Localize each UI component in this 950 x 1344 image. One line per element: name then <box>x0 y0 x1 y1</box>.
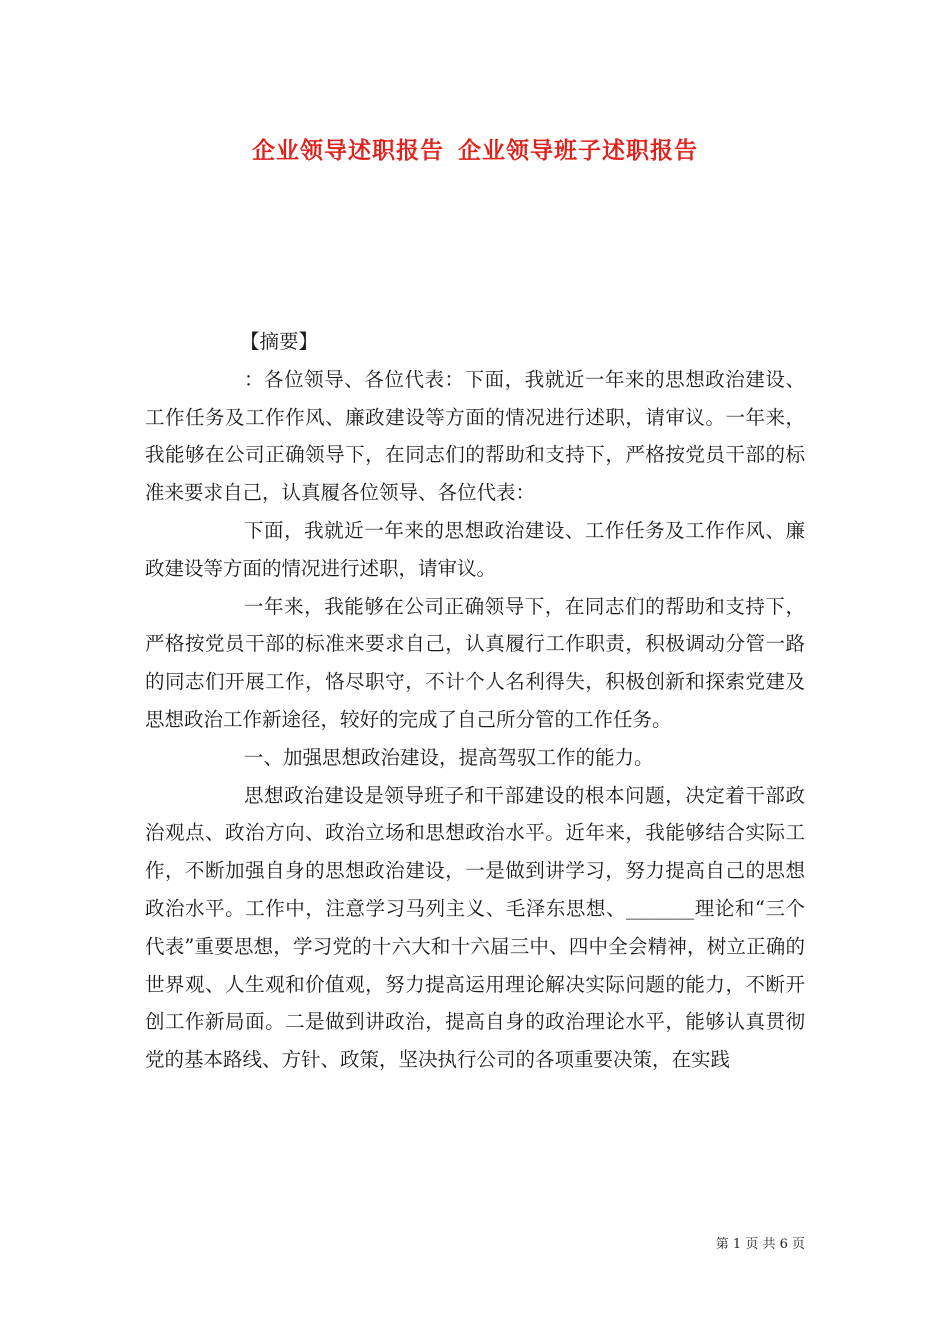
title-part-2: 企业领导班子述职报告 <box>458 137 698 164</box>
section-heading: 一、加强思想政治建设，提高驾驭工作的能力。 <box>244 745 654 769</box>
paragraph: 思想政治建设是领导班子和干部建设的根本问题，决定着干部政治观点、政治方向、政治立场和思想政治水平。近年来，我能够结合实际工作，不断加强自身的思想政治建设，一是做到讲学习，努力提高自己的思想政治水平。工作中，注意学习马列主义、毛泽东思想、_______理论和“三个代表”重要思想，学习党的十六大和十六届三中、四中全会精神，树立正确的世界观、人生观和价值观，努力提高运用理论解决实际问题的能力，不断开创工作新局面。二是做到讲政治，提高自身的政治理论水平，能够认真贯彻党的基本路线、方针、政策，坚决执行公司的各项重要决策，在实践 <box>145 783 805 1072</box>
title-part-1: 企业领导述职报告 <box>252 137 444 164</box>
document-body <box>145 323 805 1079</box>
paragraph: 一年来，我能够在公司正确领导下，在同志们的帮助和支持下，严格按党员干部的标准来要求自己，认真履行工作职责，积极调动分管一路的同志们开展工作，恪尽职守，不计个人名利得失，积极创新和探索党建及思想政治工作新途径，较好的完成了自己所分管的工作任务。 <box>145 594 805 731</box>
abstract-label: 【摘要】 <box>240 330 319 353</box>
paragraph: ：各位领导、各位代表：下面，我就近一年来的思想政治建设、工作任务及工作作风、廉政建设等方面的情况进行述职，请审议。一年来，我能够在公司正确领导下，在同志们的帮助和支持下，严格按党员干部的标准来要求自己，认真履各位领导、各位代表： <box>145 367 805 505</box>
document-title <box>0 132 950 165</box>
page-number: 第 1 页 共 6 页 <box>715 1237 805 1252</box>
paragraph: 下面，我就近一年来的思想政治建设、工作任务及工作作风、廉政建设等方面的情况进行述职，请审议。 <box>145 518 805 580</box>
